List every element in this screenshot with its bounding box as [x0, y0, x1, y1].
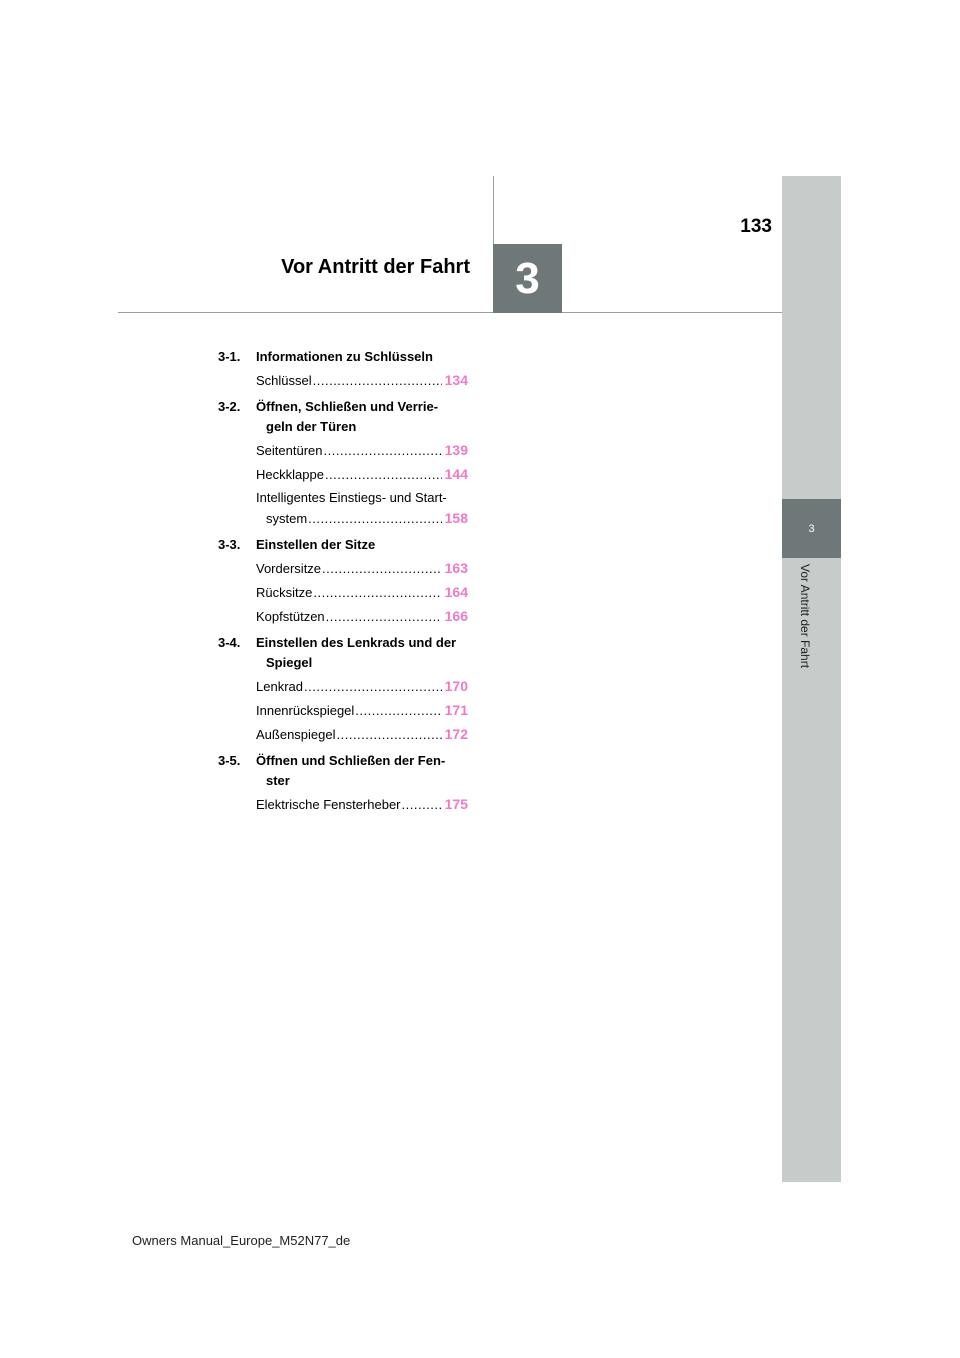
page-link[interactable]: 172 — [444, 726, 468, 742]
side-tab-label: Vor Antritt der Fahrt — [798, 564, 812, 669]
side-tab-number[interactable]: 3 — [782, 499, 841, 558]
toc-entry[interactable]: Heckklappe ..... 144 — [218, 464, 468, 485]
page-link[interactable]: 171 — [444, 702, 468, 718]
toc-entry[interactable]: Lenkrad ..... 170 — [218, 676, 468, 697]
toc-entry[interactable]: Schlüssel ..... 134 — [218, 370, 468, 391]
leader-dots — [304, 677, 442, 697]
page-link[interactable]: 158 — [444, 510, 468, 526]
page-link[interactable]: 164 — [444, 584, 468, 600]
chapter-title: Vor Antritt der Fahrt — [281, 256, 470, 278]
leader-dots — [355, 701, 441, 721]
page-link[interactable]: 139 — [444, 442, 468, 458]
toc-entry[interactable]: Vordersitze ..... 163 — [218, 558, 468, 579]
toc-entry[interactable]: Intelligentes Einstiegs- und Start- system ..... 158 — [218, 488, 468, 529]
chapter-number-box: 3 — [493, 244, 562, 313]
toc-section: 3-1. Informationen zu Schlüsseln — [218, 349, 433, 364]
page-link[interactable]: 175 — [444, 796, 468, 812]
toc-entry[interactable]: Außenspiegel ..... 172 — [218, 724, 468, 745]
toc-entry[interactable]: Kopfstützen ..... 166 — [218, 606, 468, 627]
page-link[interactable]: 163 — [444, 560, 468, 576]
side-tab-upper — [782, 176, 841, 499]
leader-dots — [324, 441, 442, 461]
page-link[interactable]: 144 — [444, 466, 468, 482]
leader-dots — [313, 583, 441, 603]
toc-entry[interactable]: Innenrückspiegel ..... 171 — [218, 700, 468, 721]
toc-entry[interactable]: Seitentüren ..... 139 — [218, 440, 468, 461]
leader-dots — [326, 607, 442, 627]
toc-entry[interactable]: Elektrische Fensterheber ..... 175 — [218, 794, 468, 815]
page-number: 133 — [740, 216, 772, 237]
leader-dots — [325, 465, 442, 485]
header-horizontal-rule — [118, 312, 782, 313]
page-link[interactable]: 166 — [444, 608, 468, 624]
page-link[interactable]: 134 — [444, 372, 468, 388]
toc-section: 3-5. Öffnen und Schließen der Fen- ster — [218, 753, 446, 788]
page-link[interactable]: 170 — [444, 678, 468, 694]
footer-text: Owners Manual_Europe_M52N77_de — [132, 1233, 351, 1248]
toc-section: 3-4. Einstellen des Lenkrads und der Spiegel — [218, 635, 457, 670]
table-of-contents — [218, 344, 468, 815]
toc-section: 3-2. Öffnen, Schließen und Verrie- geln der Türen — [218, 399, 439, 434]
leader-dots — [308, 509, 441, 529]
leader-dots — [402, 795, 442, 815]
leader-dots — [337, 725, 442, 745]
header-vertical-rule — [493, 176, 494, 244]
toc-section: 3-3. Einstellen der Sitze — [218, 537, 376, 552]
toc-entry[interactable]: Rücksitze ..... 164 — [218, 582, 468, 603]
leader-dots — [313, 371, 442, 391]
leader-dots — [322, 559, 442, 579]
